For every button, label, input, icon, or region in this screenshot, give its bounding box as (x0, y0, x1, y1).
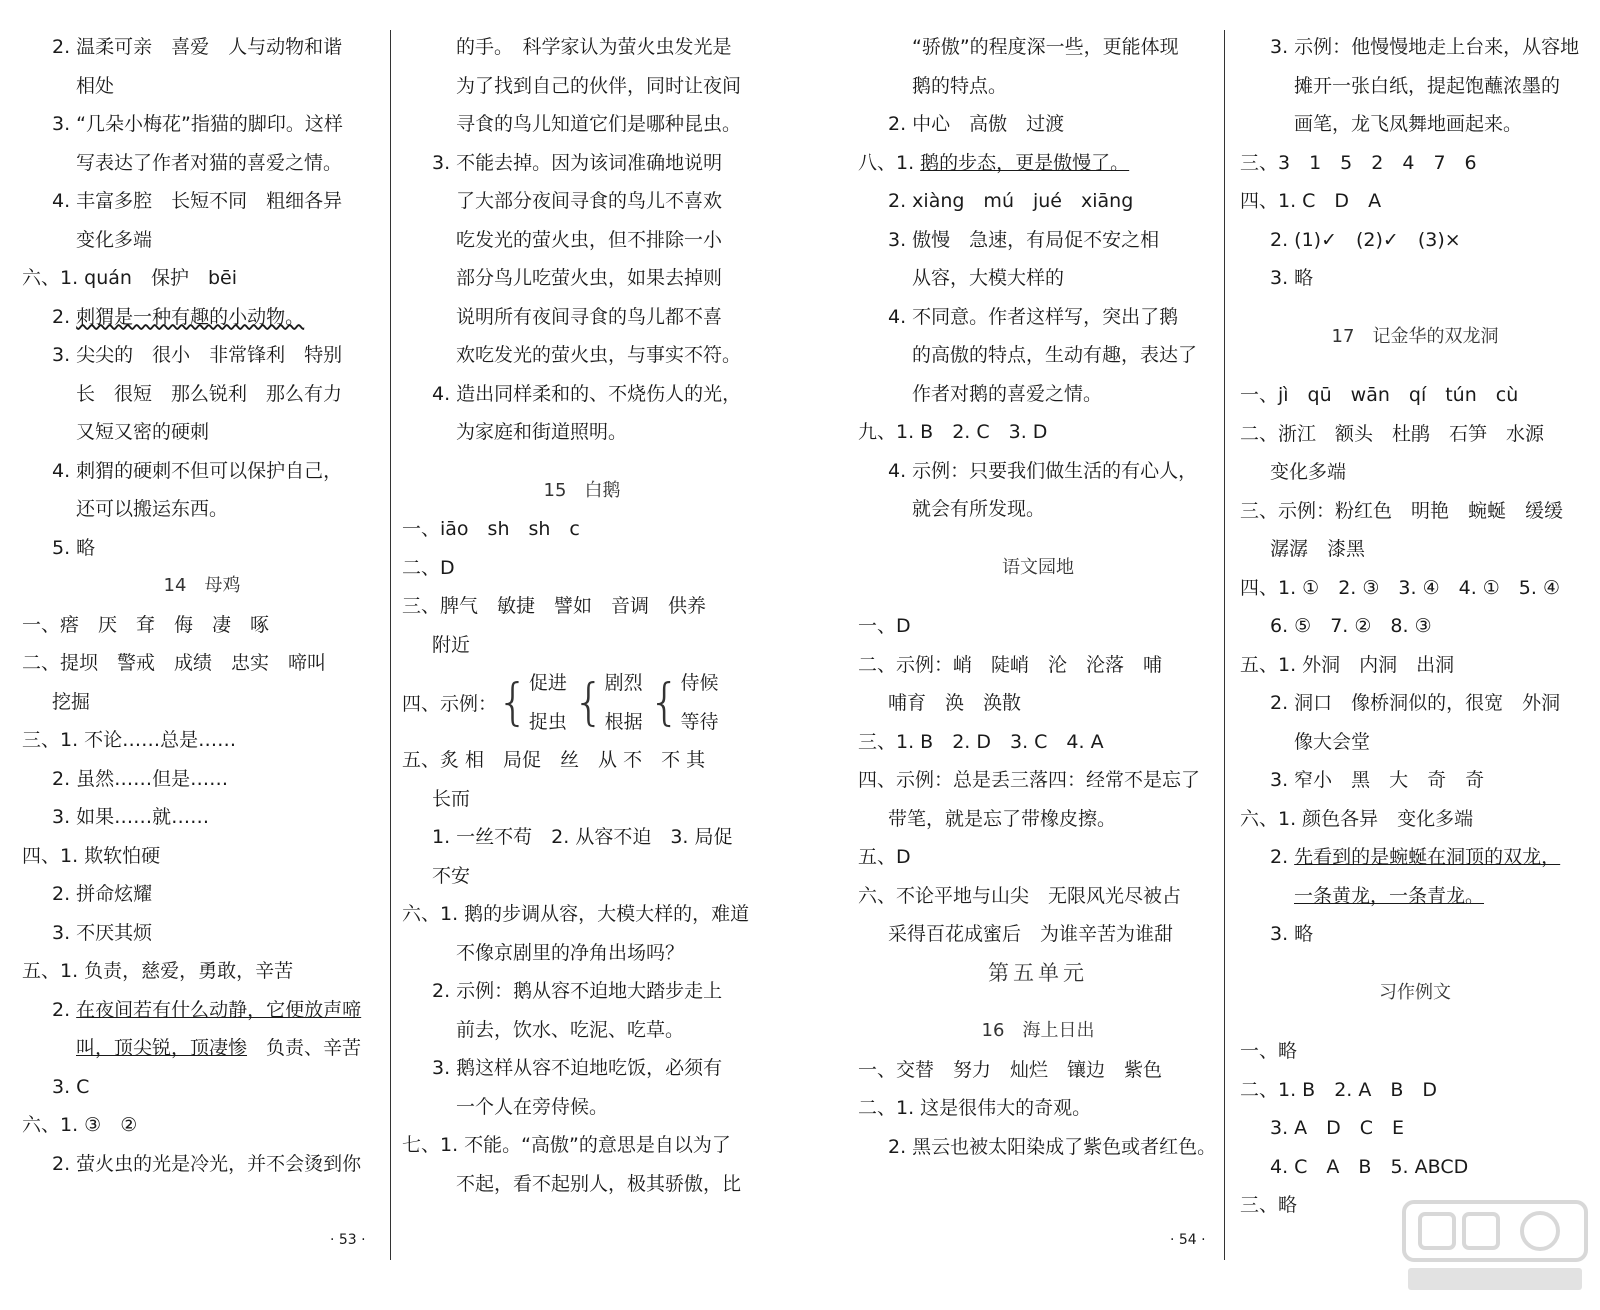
answer-line (402, 413, 762, 452)
answer-text: 语文园地 (1002, 556, 1074, 578)
answer-text: 二、浙江 额头 杜鹃 石笋 水源 (1240, 422, 1545, 445)
answer-line (1240, 144, 1590, 183)
spacer (1240, 356, 1590, 376)
answer-line (402, 895, 762, 934)
answer-column-2-top (402, 28, 762, 664)
item-number: 八、1. (858, 151, 921, 174)
answer-text: 欢吃发光的萤火虫，与事实不符。 (456, 344, 742, 366)
answer-text: 又短又密的硬刺 (76, 421, 210, 443)
answer-text: 不起，看不起别人，极其骄傲，比 (456, 1172, 742, 1195)
answer-text: 二、示例：峭 陡峭 沦 沦落 哺 (858, 653, 1163, 676)
item-number: 2. (1270, 846, 1295, 868)
answer-line (402, 144, 762, 183)
answer-line (402, 1088, 762, 1127)
answer-line (402, 259, 762, 298)
answer-line (22, 452, 382, 491)
answer-line (22, 375, 382, 414)
answer-line (1240, 877, 1590, 916)
answer-line (858, 105, 1218, 144)
watermark-logo (1400, 1196, 1590, 1296)
answer-column-1 (22, 28, 382, 1183)
answer-text: 5. 略 (52, 536, 96, 559)
answer-line (402, 587, 762, 626)
answer-text: 2. (1)✓ (2)✓ (3)× (1270, 228, 1461, 251)
answer-line (858, 1051, 1218, 1090)
answer-text: 3. A D C E (1270, 1117, 1405, 1139)
answer-line (858, 646, 1218, 685)
answer-line (858, 259, 1218, 298)
answer-line (858, 723, 1218, 762)
answer-text: 3. 窄小 黑 大 奇 奇 (1270, 769, 1485, 791)
answer-text: 六、不论平地与山尖 无限风光尽被占 (858, 884, 1182, 907)
answer-line (1240, 530, 1590, 569)
answer-line (1240, 492, 1590, 531)
answer-line (1240, 28, 1590, 67)
answer-line (1240, 915, 1590, 954)
answer-line (1240, 607, 1590, 646)
section-title (1240, 974, 1590, 1013)
answer-text: 五、1. 外洞 内洞 出洞 (1240, 653, 1455, 676)
answer-line (1240, 1109, 1590, 1148)
column-divider-left (390, 30, 391, 1260)
brace-word: 剧烈 (604, 672, 643, 694)
answer-text: 潺潺 漆黑 (1270, 538, 1366, 560)
answer-line (858, 490, 1218, 529)
answer-text: 3. 尖尖的 很小 非常锋利 特别 (52, 344, 343, 366)
answer-text: 采得百花成蜜后 为谁辛苦为谁甜 (888, 923, 1174, 945)
answer-text: 部分鸟儿吃萤火虫，如果去掉则 (456, 267, 723, 289)
answer-text: 3. 鹅这样从容不迫地吃饭，必须有 (432, 1057, 723, 1079)
answer-line (858, 684, 1218, 723)
answer-text: 带笔，就是忘了带橡皮擦。 (888, 807, 1117, 830)
answer-text: 16 海上日出 (981, 1020, 1095, 1041)
answer-line (22, 837, 382, 876)
answer-text: 二、提坝 警戒 成绩 忠实 啼叫 (22, 652, 327, 674)
answer-line (1240, 838, 1590, 877)
answer-text: 一、iāo sh sh c (402, 518, 580, 540)
answer-text: 2. 萤火虫的光是冷光，并不会烫到你 (52, 1152, 362, 1175)
answer-text: 一条黄龙，一条青龙。 (1294, 884, 1485, 907)
answer-text: 3. 略 (1270, 923, 1314, 945)
section-title (858, 549, 1218, 588)
answer-line (1240, 723, 1590, 762)
answer-text: 三、示例：粉红色 明艳 蜿蜒 缓缓 (1240, 499, 1564, 522)
answer-line (1240, 800, 1590, 839)
answer-line (402, 510, 762, 549)
answer-line (22, 1068, 382, 1107)
answer-text: 2. 温柔可亲 喜爱 人与动物和谐 (52, 36, 343, 58)
answer-text: 17 记金华的双龙洞 (1331, 325, 1499, 347)
answer-text: 不安 (432, 864, 471, 887)
section-title (402, 472, 762, 511)
answer-text: 一、略 (1240, 1040, 1298, 1062)
answer-line (402, 972, 762, 1011)
answer-line (858, 67, 1218, 106)
answer-line (22, 760, 382, 799)
answer-text: 3. 不厌其烦 (52, 921, 153, 944)
answer-line (22, 336, 382, 375)
answer-line (22, 875, 382, 914)
answer-text: 变化多端 (76, 228, 153, 251)
answer-text: 相处 (76, 74, 115, 97)
answer-line (402, 1165, 762, 1204)
answer-text: 4. 造出同样柔和的、不烧伤人的光， (432, 382, 742, 405)
answer-text: 第五单元 (988, 960, 1088, 985)
brace-word: 捉虫 (528, 710, 567, 733)
answer-text: 4. 不同意。作者这样写，突出了鹅 (888, 305, 1179, 328)
answer-text: 4. 刺猬的硬刺不但可以保护自己， (52, 459, 343, 482)
answer-line (1240, 1071, 1590, 1110)
answer-line (402, 857, 762, 896)
answer-line (402, 336, 762, 375)
answer-line (22, 182, 382, 221)
answer-text: 三、1. 不论……总是…… (22, 729, 237, 751)
answer-text: 2. 中心 高傲 过渡 (888, 113, 1065, 135)
answer-column-2-bottom (402, 741, 762, 1203)
answer-text: 二、1. B 2. A B D (1240, 1078, 1438, 1101)
answer-line (22, 991, 382, 1030)
answer-line (1240, 569, 1590, 608)
answer-line (1240, 453, 1590, 492)
answer-line (1240, 105, 1590, 144)
brace-word: 等待 (680, 710, 719, 733)
answer-text: 六、1. 颜色各异 变化多端 (1240, 807, 1474, 830)
answer-line (22, 144, 382, 183)
answer-line (22, 221, 382, 260)
answer-line (402, 934, 762, 973)
answer-line (22, 1029, 382, 1068)
answer-line (402, 105, 762, 144)
answer-text: 五、炙 相 局促 丝 从 不 不 其 (402, 749, 706, 771)
answer-text: 4. 丰富多腔 长短不同 粗细各异 (52, 190, 343, 212)
answer-text: 4. C A B 5. ABCD (1270, 1155, 1469, 1178)
answer-text: 习作例文 (1379, 981, 1451, 1003)
answer-text: 在夜间若有什么动静，它便放声啼 (76, 998, 362, 1021)
answer-line (1240, 1148, 1590, 1187)
answer-line (858, 298, 1218, 337)
spacer (858, 992, 1218, 1012)
answer-line (1240, 221, 1590, 260)
answer-text: 四、1. 欺软怕硬 (22, 844, 161, 867)
answer-text: 为家庭和街道照明。 (456, 421, 628, 443)
section-title (858, 1012, 1218, 1051)
brace-group-1 (497, 664, 567, 741)
answer-text: 四、1. C D A (1240, 190, 1382, 212)
answer-text: 14 母鸡 (163, 575, 241, 596)
answer-line (22, 413, 382, 452)
spacer (1240, 1012, 1590, 1032)
answer-text: 还可以搬运东西。 (76, 498, 229, 520)
answer-text: 二、1. 这是很伟大的奇观。 (858, 1097, 1092, 1119)
answer-text: 2. 拼命炫耀 (52, 883, 153, 905)
answer-line (858, 452, 1218, 491)
answer-line (402, 741, 762, 780)
answer-line (22, 529, 382, 568)
spacer (402, 452, 762, 472)
answer-text: 刺猬是一种有趣的小动物。 (76, 305, 305, 328)
section-title (858, 954, 1218, 993)
answer-line (402, 298, 762, 337)
answer-line (402, 67, 762, 106)
answer-text: 从容，大模大样的 (912, 267, 1065, 289)
answer-column-4 (1240, 28, 1590, 1225)
section-title (1240, 318, 1590, 357)
spacer (1240, 298, 1590, 318)
answer-line (402, 626, 762, 665)
answer-line (402, 221, 762, 260)
answer-text: 叫，顶尖锐，顶凄惨 (76, 1037, 248, 1059)
brace-icon: { (497, 673, 529, 731)
item-number: 2. (52, 305, 77, 328)
answer-line (402, 1126, 762, 1165)
answer-text: 的手。 科学家认为萤火虫发光是 (456, 36, 732, 58)
answer-column-2 (402, 28, 762, 1203)
spacer (1240, 954, 1590, 974)
column-divider-right (1224, 30, 1225, 1260)
brace-group-2 (573, 664, 643, 741)
answer-text: 长而 (432, 787, 471, 810)
answer-line (402, 549, 762, 588)
answer-text: 不像京剧里的净角出场吗？ (456, 941, 685, 964)
answer-text: 七、1. 不能。“高傲”的意思是自以为了 (402, 1134, 731, 1156)
answer-line (1240, 376, 1590, 415)
answer-line (858, 761, 1218, 800)
answer-text: 三、脾气 敏捷 譬如 音调 供养 (402, 595, 707, 617)
answer-line (858, 28, 1218, 67)
answer-line (858, 336, 1218, 375)
answer-text: 五、1. 负责，慈爱，勇敢，辛苦 (22, 960, 294, 982)
answer-text: 摊开一张白纸，提起饱蘸浓墨的 (1294, 74, 1561, 97)
answer-line (1240, 182, 1590, 221)
brace-word: 侍候 (680, 672, 719, 694)
brace-word: 根据 (604, 710, 643, 733)
answer-text: 鹅的步态，更是傲慢了。 (920, 151, 1130, 174)
answer-line (858, 877, 1218, 916)
answer-line (858, 413, 1218, 452)
answer-text: 3. C (52, 1075, 90, 1098)
answer-text: 九、1. B 2. C 3. D (858, 421, 1048, 443)
answer-text: 吃发光的萤火虫，但不排除一小 (456, 228, 723, 251)
answer-text: 一、瘩 厌 耷 侮 凄 啄 (22, 613, 270, 636)
answer-line (22, 683, 382, 722)
answer-text: 哺育 涣 涣散 (888, 692, 1022, 714)
answer-line (22, 606, 382, 645)
answer-text: 3. 不能去掉。因为该词准确地说明 (432, 151, 723, 174)
answer-text: 3. 示例：他慢慢地走上台来，从容地 (1270, 36, 1580, 58)
answer-text: 4. 示例：只要我们做生活的有心人， (888, 459, 1198, 482)
answer-text: 写表达了作者对猫的喜爱之情。 (76, 151, 343, 174)
answer-line (858, 144, 1218, 183)
answer-line (858, 1089, 1218, 1128)
answer-text: 一、交替 努力 灿烂 镶边 紫色 (858, 1058, 1163, 1081)
answer-text: 了大部分夜间寻食的鸟儿不喜欢 (456, 190, 723, 212)
answer-line (22, 1145, 382, 1184)
answer-text: 2. 虽然……但是…… (52, 767, 229, 790)
answer-line (22, 67, 382, 106)
answer-text: 一个人在旁侍候。 (456, 1095, 609, 1118)
answer-line (402, 1049, 762, 1088)
answer-line (22, 914, 382, 953)
answer-line (858, 607, 1218, 646)
page-number-left: · 53 · (330, 1232, 366, 1248)
answer-text: 2. 洞口 像桥洞似的，很宽 外洞 (1270, 692, 1561, 714)
answer-text: 先看到的是蜿蜒在洞顶的双龙， (1294, 846, 1561, 868)
answer-text: 3. “几朵小梅花”指猫的脚印。这样 (52, 113, 343, 135)
answer-text: 寻食的鸟儿知道它们是哪种昆虫。 (456, 113, 742, 135)
answer-text: 一、jì qū wān qí tún cù (1240, 384, 1519, 406)
answer-line (858, 838, 1218, 877)
item-number: 2. (52, 998, 77, 1021)
brace-group-3 (649, 664, 719, 741)
answer-text: 像大会堂 (1294, 730, 1371, 753)
answer-text: 四、1. ① 2. ③ 3. ④ 4. ① 5. ④ (1240, 576, 1561, 599)
answer-text: 3. 如果……就…… (52, 806, 210, 828)
answer-line (1240, 259, 1590, 298)
answer-line (22, 298, 382, 337)
answer-text: 五、D (858, 846, 911, 868)
answer-text: 一、D (858, 615, 911, 637)
answer-text: “骄傲”的程度深一些，更能体现 (912, 36, 1179, 58)
answer-text: 三、略 (1240, 1194, 1298, 1216)
spacer (858, 529, 1218, 549)
answer-text: 长 很短 那么锐利 那么有力 (76, 382, 343, 405)
answer-line (22, 490, 382, 529)
answer-text: 画笔，龙飞凤舞地画起来。 (1294, 113, 1523, 135)
answer-text: 作者对鹅的喜爱之情。 (912, 382, 1103, 405)
answer-text: 六、1. 鹅的步调从容，大模大样的，难道 (402, 903, 750, 925)
answer-line (1240, 1032, 1590, 1071)
answer-line (22, 28, 382, 67)
answer-line (402, 1011, 762, 1050)
section-title (22, 567, 382, 606)
answer-line (22, 952, 382, 991)
answer-text: 的高傲的特点，生动有趣，表达了 (912, 344, 1198, 366)
answer-text: 3. 傲慢 急速，有局促不安之相 (888, 228, 1160, 251)
answer-text: 三、1. B 2. D 3. C 4. A (858, 730, 1104, 753)
answer-line (1240, 415, 1590, 454)
answer-column-3 (858, 28, 1218, 1166)
answer-line (858, 1128, 1218, 1167)
brace-icon: { (572, 673, 605, 731)
answer-text: 为了找到自己的伙伴，同时让夜间 (456, 74, 742, 97)
answer-text: 2. 黑云也被太阳染成了紫色或者红色。 (888, 1135, 1217, 1158)
answer-line (858, 800, 1218, 839)
answer-text: 就会有所发现。 (912, 498, 1046, 520)
answer-line (1240, 761, 1590, 800)
answer-line (22, 259, 382, 298)
answer-text: 前去，饮水、吃泥、吃草。 (456, 1018, 685, 1041)
answer-text: 3. 略 (1270, 267, 1314, 289)
answer-line (22, 644, 382, 683)
brace-icon: { (648, 673, 681, 731)
answer-text: 2. 示例：鹅从容不迫地大踏步走上 (432, 980, 723, 1002)
answer-line (402, 28, 762, 67)
answer-line (858, 375, 1218, 414)
answer-text: 15 白鹅 (543, 479, 621, 501)
answer-text: 六、1. ③ ② (22, 1114, 138, 1136)
answer-text: 六、1. quán 保护 bēi (22, 267, 237, 289)
answer-text: 二、D (402, 556, 455, 579)
page-number-right: · 54 · (1170, 1232, 1206, 1248)
answer-text: 6. ⑤ 7. ② 8. ③ (1270, 615, 1432, 637)
answer-line (858, 915, 1218, 954)
answer-line (22, 105, 382, 144)
answer-line (402, 182, 762, 221)
spacer (858, 587, 1218, 607)
answer-line (402, 375, 762, 414)
answer-line (22, 798, 382, 837)
answer-text: 附近 (432, 633, 471, 656)
answer-text-suffix: 负责、辛苦 (247, 1037, 362, 1059)
answer-text: 2. xiàng mú jué xiāng (888, 190, 1134, 212)
answer-line (1240, 67, 1590, 106)
answer-line (1240, 684, 1590, 723)
answer-text: 1. 一丝不苟 2. 从容不迫 3. 局促 (432, 826, 733, 848)
answer-line (22, 721, 382, 760)
answer-text: 变化多端 (1270, 461, 1347, 483)
answer-line (858, 182, 1218, 221)
answer-text: 四、示例：总是丢三落四：经常不是忘了 (858, 769, 1201, 791)
brace-lead: 四、示例： (402, 693, 498, 715)
answer-line (858, 221, 1218, 260)
answer-line (402, 818, 762, 857)
answer-line (22, 1106, 382, 1145)
brace-word: 促进 (528, 672, 567, 694)
answer-text: 挖掘 (52, 690, 91, 713)
answer-text: 三、3 1 5 2 4 7 6 (1240, 151, 1477, 174)
answer-line (1240, 646, 1590, 685)
answer-line (402, 780, 762, 819)
word-pair-brace-group (402, 664, 762, 741)
answer-text: 说明所有夜间寻食的鸟儿都不喜 (456, 305, 723, 328)
answer-text: 鹅的特点。 (912, 74, 1008, 97)
